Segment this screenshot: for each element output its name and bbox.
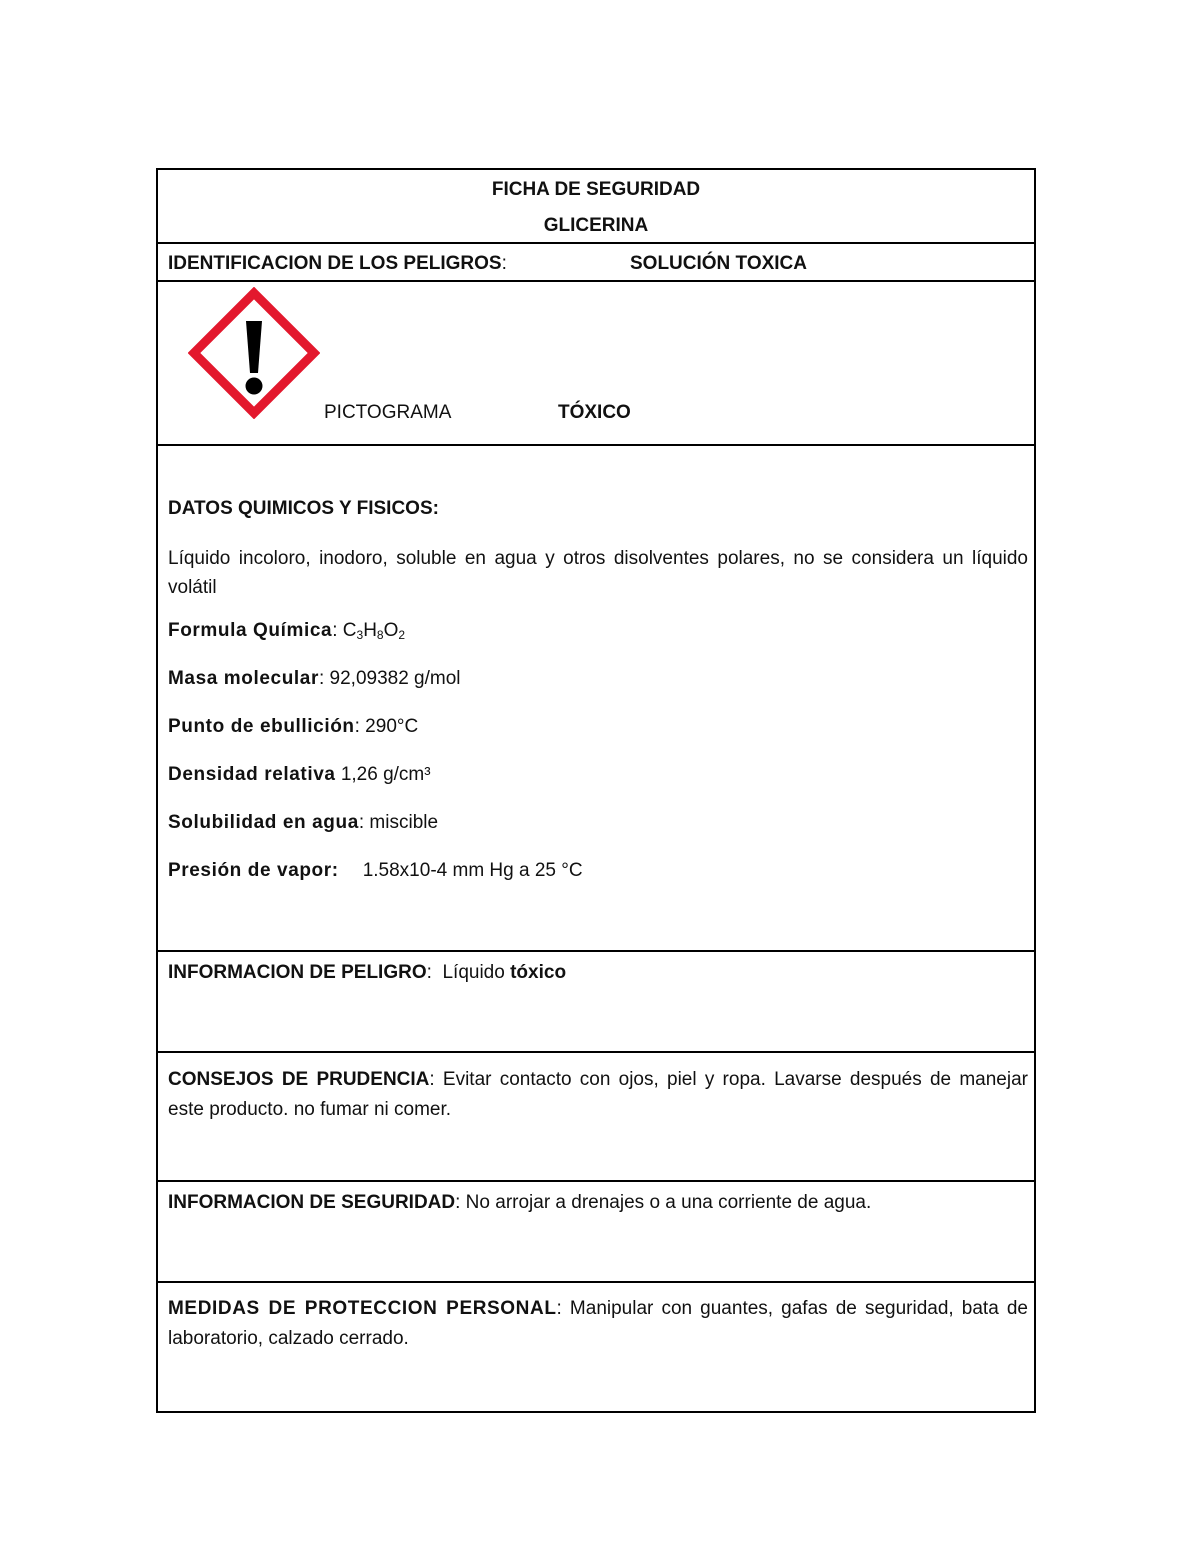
danger-information-section [158, 950, 1034, 1053]
pictogram-name: TÓXICO [558, 402, 631, 423]
title-section [158, 170, 1034, 244]
precautions-section [158, 1051, 1034, 1182]
chemical-formula: Formula Química: $C_3H_8O_2$ [168, 620, 406, 642]
exclamation-diamond-icon [188, 287, 320, 419]
precautions-text: CONSEJOS DE PRUDENCIA: Evitar contacto con ojos, piel y ropa. Lavarse después de manejar este producto. no fumar ni comer. [168, 1069, 1028, 1120]
chemical-physical-data-section [158, 444, 1034, 952]
chemical-data-heading: DATOS QUIMICOS Y FISICOS: [168, 498, 439, 519]
vapor-pressure: Presión de vapor: 1.58x10-4 mm Hg a 25 °C [168, 860, 583, 881]
hazard-identification-row [158, 242, 1034, 282]
molecular-mass: Masa molecular: 92,09382 g/mol [168, 668, 461, 689]
safety-information-text: INFORMACION DE SEGURIDAD: No arrojar a drenajes o a una corriente de agua. [168, 1192, 872, 1213]
personal-protection-text: MEDIDAS DE PROTECCION PERSONAL: Manipular con guantes, gafas de seguridad, bata de laboratorio, calzado cerrado. [168, 1298, 1029, 1349]
hazard-identification-value: SOLUCIÓN TOXICA [630, 253, 807, 274]
pictogram-section [158, 280, 1034, 446]
safety-data-sheet [156, 168, 1036, 1413]
document-title: FICHA DE SEGURIDAD [491, 179, 701, 200]
relative-density: Densidad relativa 1,26 g/cm³ [168, 764, 431, 785]
water-solubility: Solubilidad en agua: miscible [168, 812, 439, 833]
pictogram-label: PICTOGRAMA [324, 402, 452, 423]
substance-name: GLICERINA [543, 215, 649, 236]
hazard-identification-label: IDENTIFICACION DE LOS PELIGROS: [168, 253, 507, 274]
danger-information-text: INFORMACION DE PELIGRO: Líquido tóxico [168, 962, 567, 983]
safety-information-section [158, 1180, 1034, 1283]
personal-protection-section [158, 1281, 1034, 1413]
chemical-description: Líquido incoloro, inodoro, soluble en agua y otros disolventes polares, no se considera un líquido volátil [168, 548, 1028, 598]
boiling-point: Punto de ebullición: 290°C [168, 716, 419, 737]
